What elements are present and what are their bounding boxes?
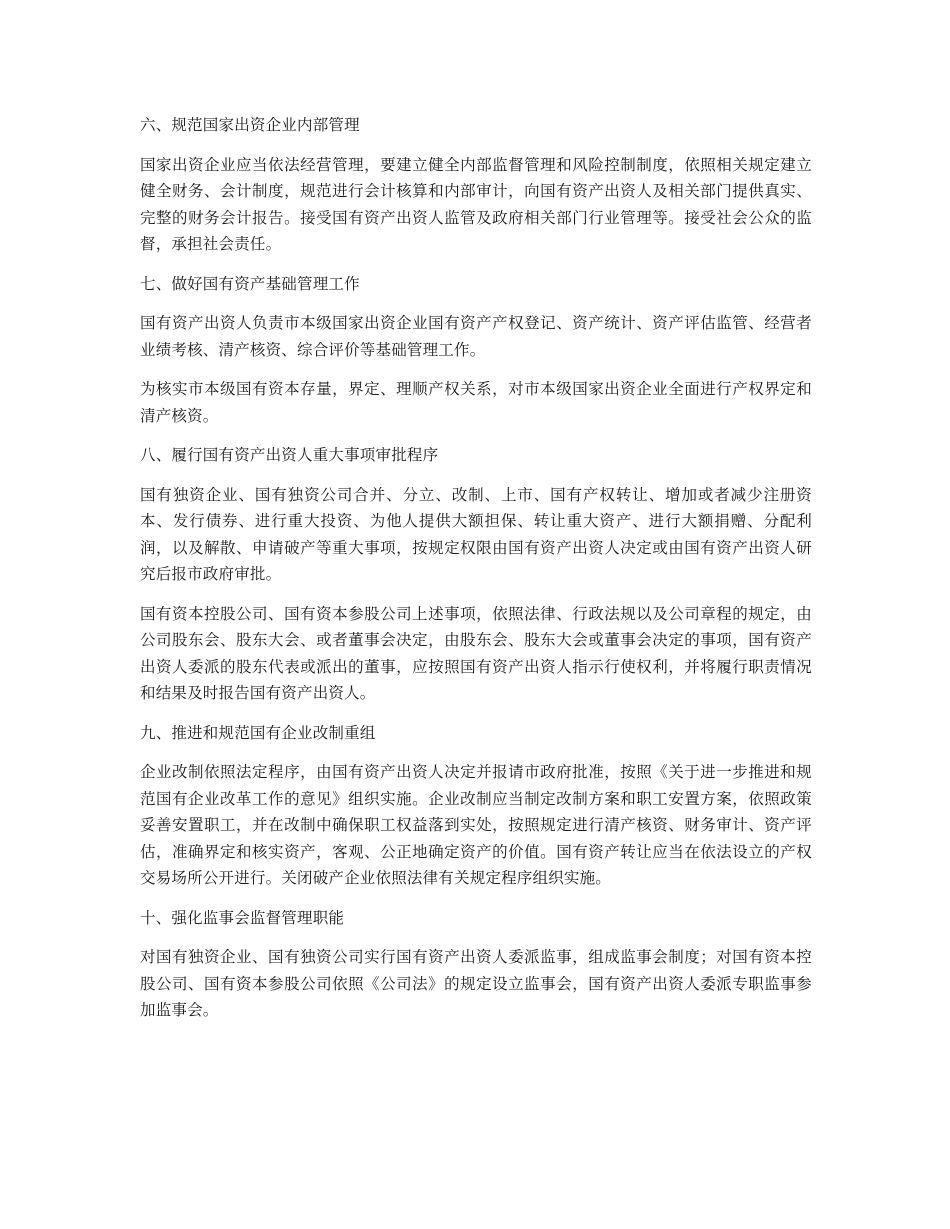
paragraph: 企业改制依照法定程序，由国有资产出资人决定并报请市政府批准，按照《关于进一步推进和规范国有企业改革工作的意见》组织实施。企业改制应当制定改制方案和职工安置方案，依照政策妥善安置职工，并在改制中确保职工权益落到实处，按照规定进行清产核资、财务审计、资产评估，准确界定和核实资产，客观、公正地确定资产的价值。国有资产转让应当在依法设立的产权交易场所公开进行。关闭破产企业依照法律有关规定程序组织实施。 bbox=[140, 763, 812, 887]
section-10 bbox=[140, 905, 812, 1024]
paragraph: 为核实市本级国有资本存量，界定、理顺产权关系，对市本级国家出资企业全面进行产权界定和清产核资。 bbox=[140, 380, 812, 425]
section-heading: 十、强化监事会监督管理职能 bbox=[140, 908, 345, 927]
section-heading: 九、推进和规范国有企业改制重组 bbox=[140, 723, 376, 742]
section-9 bbox=[140, 720, 812, 892]
paragraph: 国有资本控股公司、国有资本参股公司上述事项，依照法律、行政法规以及公司章程的规定，由公司股东会、股东大会、或者董事会决定，由股东会、股东大会或董事会决定的事项，国有资产出资人委派的股东代表或派出的董事，应按照国有资产出资人指示行使权利，并将履行职责情况和结果及时报告国有资产出资人。 bbox=[140, 604, 812, 702]
document-page bbox=[140, 112, 812, 1037]
paragraph: 国有资产出资人负责市本级国家出资企业国有资产产权登记、资产统计、资产评估监管、经营者业绩考核、清产核资、综合评价等基础管理工作。 bbox=[140, 314, 812, 359]
paragraph: 对国有独资企业、国有独资公司实行国有资产出资人委派监事，组成监事会制度；对国有资本控股公司、国有资本参股公司依照《公司法》的规定设立监事会，国有资产出资人委派专职监事参加监事会。 bbox=[140, 948, 812, 1019]
section-7 bbox=[140, 271, 812, 430]
section-8 bbox=[140, 442, 812, 707]
section-heading: 八、履行国有资产出资人重大事项审批程序 bbox=[140, 446, 439, 464]
section-heading: 七、做好国有资产基础管理工作 bbox=[140, 274, 360, 293]
section-6 bbox=[140, 112, 812, 258]
paragraph: 国家出资企业应当依法经营管理，要建立健全内部监督管理和风险控制制度，依照相关规定建立健全财务、会计制度，规范进行会计核算和内部审计，向国有资产出资人及相关部门提供真实、完整的财务会计报告。接受国有资产出资人监管及政府相关部门行业管理等。接受社会公众的监督，承担社会责任。 bbox=[140, 155, 812, 253]
section-heading: 六、规范国家出资企业内部管理 bbox=[140, 116, 360, 134]
paragraph: 国有独资企业、国有独资公司合并、分立、改制、上市、国有产权转让、增加或者减少注册资本、发行债券、进行重大投资、为他人提供大额担保、转让重大资产、进行大额捐赠、分配利润，以及解散、申请破产等重大事项，按规定权限由国有资产出资人决定或由国有资产出资人研究后报市政府审批。 bbox=[140, 485, 812, 583]
